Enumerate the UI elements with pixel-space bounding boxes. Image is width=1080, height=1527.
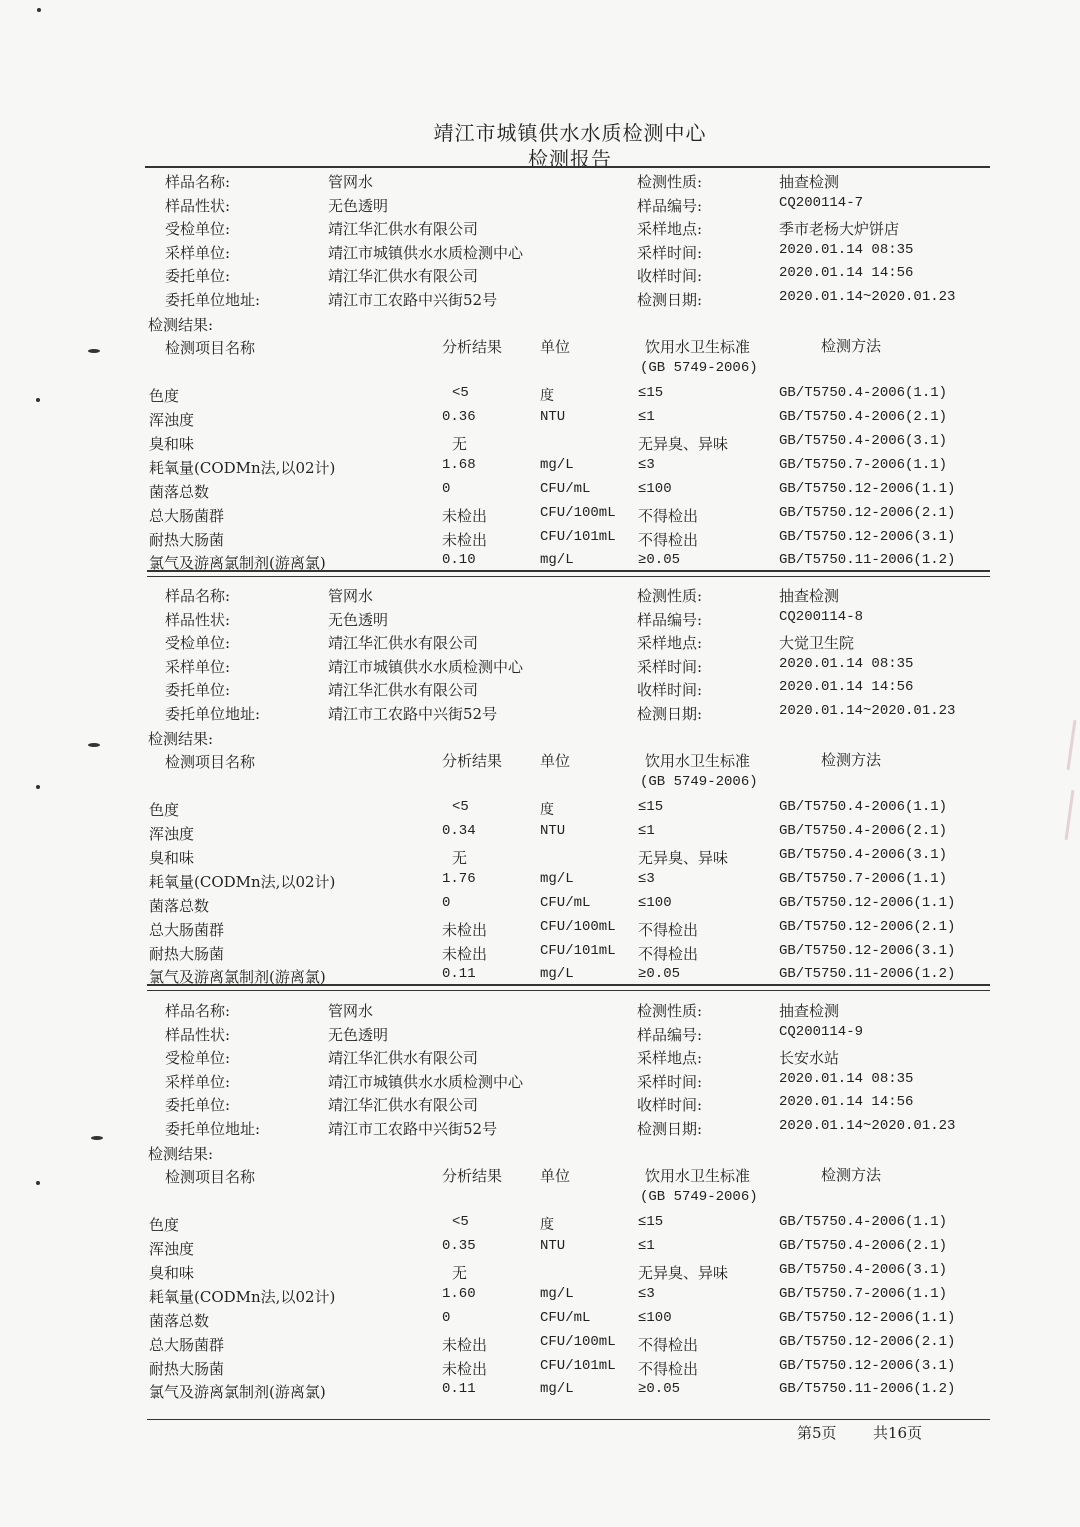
- table-row-result: 无: [452, 849, 468, 867]
- table-row-unit: NTU: [540, 409, 566, 425]
- stamp-edge-mark: [1067, 720, 1077, 770]
- value-sample-name: 管网水: [328, 1002, 374, 1020]
- footer-rule: [147, 1419, 990, 1420]
- table-row-unit: mg/L: [540, 1381, 574, 1397]
- table-row-method: GB/T5750.4-2006(1.1): [779, 799, 948, 815]
- value-sampling-site: 大觉卫生院: [779, 634, 855, 653]
- value-commission-unit: 靖江华汇供水有限公司: [328, 1096, 479, 1115]
- table-row-result: 1.68: [442, 457, 476, 473]
- label-inspected-unit: 受检单位:: [165, 1049, 231, 1068]
- table-row-unit: CFU/101mL: [540, 943, 616, 959]
- table-row-method: GB/T5750.12-2006(3.1): [779, 529, 956, 545]
- page-number: 第5页: [797, 1424, 837, 1442]
- label-sample-no: 样品编号:: [637, 196, 703, 215]
- table-row-unit: NTU: [540, 1238, 566, 1254]
- table-row-item-name: 臭和味: [149, 435, 195, 453]
- page-total: 共16页: [873, 1424, 923, 1442]
- value-test-date: 2020.01.14~2020.01.23: [779, 1118, 956, 1134]
- value-receipt-time: 2020.01.14 14:56: [779, 1094, 914, 1111]
- label-test-nature: 检测性质:: [637, 587, 703, 605]
- table-row-result: 未检出: [442, 1360, 488, 1378]
- table-row-unit: CFU/100mL: [540, 505, 616, 521]
- label-commission-unit: 委托单位:: [165, 267, 231, 286]
- value-sampling-unit: 靖江市城镇供水水质检测中心: [328, 1072, 524, 1091]
- table-row-unit: NTU: [540, 823, 566, 839]
- scan-speck: [91, 1136, 103, 1140]
- col-header-standard: 饮用水卫生标准: [645, 1167, 751, 1185]
- col-header-result: 分析结果: [442, 752, 503, 770]
- value-commission-unit: 靖江华汇供水有限公司: [328, 681, 479, 700]
- table-row-standard: 不得检出: [638, 1360, 699, 1378]
- label-sampling-unit: 采样单位:: [165, 243, 231, 262]
- scan-speck: [88, 743, 100, 747]
- value-sampling-site: 长安水站: [779, 1049, 840, 1068]
- table-row-item-name: 耐热大肠菌: [149, 531, 225, 549]
- table-row-item-name: 总大肠菌群: [149, 1336, 225, 1354]
- label-test-date: 检测日期:: [637, 705, 703, 723]
- table-row-unit: mg/L: [540, 1286, 574, 1302]
- table-row-standard: ≤1: [638, 1238, 655, 1254]
- table-row-method: GB/T5750.7-2006(1.1): [779, 1286, 948, 1302]
- table-row-standard: ≤100: [638, 1310, 672, 1326]
- table-row-method: GB/T5750.12-2006(2.1): [779, 919, 956, 935]
- label-sampling-site: 采样地点:: [637, 634, 703, 653]
- table-row-result: 无: [452, 435, 468, 453]
- table-row-standard: ≤3: [638, 1286, 655, 1302]
- table-row-item-name: 耗氧量(CODMn法,以02计): [149, 1288, 336, 1306]
- table-row-method: GB/T5750.12-2006(1.1): [779, 1310, 956, 1326]
- label-commission-unit: 委托单位:: [165, 1096, 231, 1115]
- label-sample-state: 样品性状:: [165, 610, 231, 629]
- value-sample-state: 无色透明: [328, 610, 389, 629]
- table-row-item-name: 氯气及游离氯制剂(游离氯): [149, 968, 326, 986]
- label-sample-state: 样品性状:: [165, 196, 231, 215]
- table-row-result: 0: [442, 481, 451, 497]
- table-row-unit: mg/L: [540, 871, 574, 887]
- table-row-item-name: 臭和味: [149, 1264, 195, 1282]
- table-row-item-name: 色度: [149, 801, 180, 819]
- table-row-result: 0.36: [442, 409, 476, 425]
- value-sample-no: CQ200114-8: [779, 608, 864, 625]
- table-row-method: GB/T5750.7-2006(1.1): [779, 457, 948, 473]
- table-row-item-name: 臭和味: [149, 849, 195, 867]
- label-receipt-time: 收样时间:: [637, 1096, 703, 1115]
- label-sample-name: 样品名称:: [165, 173, 231, 191]
- table-row-method: GB/T5750.4-2006(1.1): [779, 1214, 948, 1230]
- table-row-standard: 不得检出: [638, 507, 699, 525]
- value-test-nature: 抽查检测: [779, 587, 840, 605]
- table-row-method: GB/T5750.12-2006(1.1): [779, 481, 956, 497]
- table-row-result: 未检出: [442, 531, 488, 549]
- table-row-result: <5: [452, 385, 469, 401]
- table-row-method: GB/T5750.12-2006(2.1): [779, 1334, 956, 1350]
- value-inspected-unit: 靖江华汇供水有限公司: [328, 220, 479, 239]
- table-row-standard: ≤3: [638, 871, 655, 887]
- table-row-result: 未检出: [442, 1336, 488, 1354]
- label-sampling-unit: 采样单位:: [165, 1072, 231, 1091]
- table-row-method: GB/T5750.11-2006(1.2): [779, 552, 956, 568]
- table-row-item-name: 浑浊度: [149, 1240, 195, 1258]
- table-row-method: GB/T5750.12-2006(3.1): [779, 943, 956, 959]
- col-header-standard: 饮用水卫生标准: [645, 338, 751, 356]
- label-test-nature: 检测性质:: [637, 1002, 703, 1020]
- table-row-standard: 不得检出: [638, 531, 699, 549]
- table-row-result: 0: [442, 895, 451, 911]
- value-receipt-time: 2020.01.14 14:56: [779, 265, 914, 282]
- table-row-unit: CFU/mL: [540, 1310, 591, 1326]
- col-header-item: 检测项目名称: [165, 339, 256, 357]
- table-row-unit: 度: [540, 1218, 554, 1234]
- table-row-item-name: 浑浊度: [149, 411, 195, 429]
- table-row-unit: CFU/100mL: [540, 1334, 616, 1350]
- value-inspected-unit: 靖江华汇供水有限公司: [328, 1049, 479, 1068]
- report-title-line2: 检测报告: [528, 147, 612, 171]
- value-sampling-time: 2020.01.14 08:35: [779, 241, 914, 258]
- table-row-result: 0: [442, 1310, 451, 1326]
- table-row-standard: ≤1: [638, 409, 655, 425]
- table-row-item-name: 色度: [149, 387, 180, 405]
- table-row-method: GB/T5750.7-2006(1.1): [779, 871, 948, 887]
- table-row-item-name: 菌落总数: [149, 1312, 210, 1330]
- table-row-method: GB/T5750.12-2006(3.1): [779, 1358, 956, 1374]
- label-commission-unit: 委托单位:: [165, 681, 231, 700]
- label-receipt-time: 收样时间:: [637, 681, 703, 700]
- table-row-result: 0.35: [442, 1238, 476, 1254]
- table-row-standard: 无异臭、异味: [638, 435, 729, 453]
- table-row-method: GB/T5750.4-2006(3.1): [779, 1262, 948, 1278]
- value-sample-name: 管网水: [328, 173, 374, 191]
- value-test-date: 2020.01.14~2020.01.23: [779, 703, 956, 719]
- table-row-standard: ≥0.05: [638, 966, 681, 982]
- scan-speck: [36, 1181, 40, 1185]
- col-header-method: 检测方法: [821, 751, 882, 769]
- label-sample-no: 样品编号:: [637, 1025, 703, 1044]
- table-row-method: GB/T5750.4-2006(1.1): [779, 385, 948, 401]
- scan-speck: [88, 349, 100, 353]
- table-row-standard: ≥0.05: [638, 1381, 681, 1397]
- value-commission-unit: 靖江华汇供水有限公司: [328, 267, 479, 286]
- section-divider: [147, 984, 990, 986]
- value-sampling-unit: 靖江市城镇供水水质检测中心: [328, 243, 524, 262]
- label-test-date: 检测日期:: [637, 1120, 703, 1138]
- value-sampling-unit: 靖江市城镇供水水质检测中心: [328, 657, 524, 676]
- table-row-standard: ≤100: [638, 895, 672, 911]
- table-row-item-name: 总大肠菌群: [149, 921, 225, 939]
- table-row-unit: CFU/101mL: [540, 1358, 616, 1374]
- table-row-standard: ≥0.05: [638, 552, 681, 568]
- value-sample-state: 无色透明: [328, 196, 389, 215]
- table-row-item-name: 氯气及游离氯制剂(游离氯): [149, 554, 326, 572]
- value-sampling-time: 2020.01.14 08:35: [779, 655, 914, 672]
- scan-speck: [37, 8, 41, 12]
- label-sampling-time: 采样时间:: [637, 243, 703, 262]
- table-row-result: 0.34: [442, 823, 476, 839]
- table-row-method: GB/T5750.4-2006(3.1): [779, 847, 948, 863]
- col-header-item: 检测项目名称: [165, 753, 256, 771]
- section-divider: [147, 570, 990, 572]
- table-row-result: <5: [452, 1214, 469, 1230]
- table-row-method: GB/T5750.12-2006(2.1): [779, 505, 956, 521]
- label-sample-state: 样品性状:: [165, 1025, 231, 1044]
- value-test-nature: 抽查检测: [779, 173, 840, 191]
- col-header-result: 分析结果: [442, 1167, 503, 1185]
- label-sample-name: 样品名称:: [165, 587, 231, 605]
- table-row-unit: CFU/100mL: [540, 919, 616, 935]
- table-row-item-name: 菌落总数: [149, 897, 210, 915]
- table-row-unit: CFU/101mL: [540, 529, 616, 545]
- table-row-method: GB/T5750.11-2006(1.2): [779, 966, 956, 982]
- table-row-standard: 不得检出: [638, 921, 699, 939]
- col-header-method: 检测方法: [821, 337, 882, 355]
- table-row-method: GB/T5750.12-2006(1.1): [779, 895, 956, 911]
- label-commission-address: 委托单位地址:: [165, 291, 261, 309]
- table-row-unit: CFU/mL: [540, 481, 591, 497]
- col-header-result: 分析结果: [442, 338, 503, 356]
- table-row-standard: ≤15: [638, 1214, 664, 1230]
- label-commission-address: 委托单位地址:: [165, 705, 261, 723]
- label-test-nature: 检测性质:: [637, 173, 703, 191]
- col-header-standard: 饮用水卫生标准: [645, 752, 751, 770]
- label-sampling-time: 采样时间:: [637, 657, 703, 676]
- value-sampling-site: 季市老杨大炉饼店: [779, 220, 900, 239]
- col-header-standard-sub: (GB 5749-2006): [640, 774, 758, 790]
- table-row-result: 无: [452, 1264, 468, 1282]
- table-row-standard: ≤15: [638, 385, 664, 401]
- label-test-date: 检测日期:: [637, 291, 703, 309]
- top-rule: [145, 166, 990, 168]
- value-test-nature: 抽查检测: [779, 1002, 840, 1020]
- value-sample-state: 无色透明: [328, 1025, 389, 1044]
- col-header-unit: 单位: [540, 1167, 571, 1185]
- label-sample-no: 样品编号:: [637, 610, 703, 629]
- scan-speck: [36, 398, 40, 402]
- value-sample-no: CQ200114-9: [779, 1023, 864, 1040]
- table-row-standard: 无异臭、异味: [638, 849, 729, 867]
- table-row-result: 1.76: [442, 871, 476, 887]
- table-row-item-name: 耗氧量(CODMn法,以02计): [149, 873, 336, 891]
- label-inspected-unit: 受检单位:: [165, 634, 231, 653]
- table-row-result: 0.10: [442, 552, 476, 568]
- table-row-unit: 度: [540, 803, 554, 819]
- label-sampling-time: 采样时间:: [637, 1072, 703, 1091]
- col-header-item: 检测项目名称: [165, 1168, 256, 1186]
- table-row-method: GB/T5750.4-2006(2.1): [779, 409, 948, 425]
- table-row-unit: 度: [540, 389, 554, 405]
- label-sample-name: 样品名称:: [165, 1002, 231, 1020]
- value-sampling-time: 2020.01.14 08:35: [779, 1070, 914, 1087]
- value-inspected-unit: 靖江华汇供水有限公司: [328, 634, 479, 653]
- value-sample-no: CQ200114-7: [779, 194, 864, 211]
- table-row-standard: ≤1: [638, 823, 655, 839]
- table-row-result: 0.11: [442, 966, 476, 982]
- results-heading: 检测结果:: [148, 316, 214, 334]
- col-header-unit: 单位: [540, 338, 571, 356]
- table-row-result: 未检出: [442, 507, 488, 525]
- table-row-method: GB/T5750.4-2006(2.1): [779, 823, 948, 839]
- table-row-unit: mg/L: [540, 966, 574, 982]
- value-receipt-time: 2020.01.14 14:56: [779, 679, 914, 696]
- section-divider: [147, 576, 990, 577]
- col-header-standard-sub: (GB 5749-2006): [640, 360, 758, 376]
- label-sampling-unit: 采样单位:: [165, 657, 231, 676]
- table-row-item-name: 菌落总数: [149, 483, 210, 501]
- table-row-standard: ≤3: [638, 457, 655, 473]
- table-row-standard: ≤100: [638, 481, 672, 497]
- table-row-unit: mg/L: [540, 552, 574, 568]
- table-row-item-name: 总大肠菌群: [149, 507, 225, 525]
- col-header-unit: 单位: [540, 752, 571, 770]
- table-row-result: 1.60: [442, 1286, 476, 1302]
- label-commission-address: 委托单位地址:: [165, 1120, 261, 1138]
- value-test-date: 2020.01.14~2020.01.23: [779, 289, 956, 305]
- label-sampling-site: 采样地点:: [637, 1049, 703, 1068]
- section-divider: [147, 990, 990, 991]
- table-row-method: GB/T5750.4-2006(2.1): [779, 1238, 948, 1254]
- table-row-item-name: 色度: [149, 1216, 180, 1234]
- table-row-result: 0.11: [442, 1381, 476, 1397]
- table-row-method: GB/T5750.4-2006(3.1): [779, 433, 948, 449]
- label-inspected-unit: 受检单位:: [165, 220, 231, 239]
- value-commission-address: 靖江市工农路中兴街52号: [328, 705, 498, 723]
- table-row-result: 未检出: [442, 945, 488, 963]
- table-row-item-name: 耐热大肠菌: [149, 945, 225, 963]
- table-row-unit: mg/L: [540, 457, 574, 473]
- results-heading: 检测结果:: [148, 730, 214, 748]
- label-sampling-site: 采样地点:: [637, 220, 703, 239]
- scan-speck: [36, 785, 40, 789]
- value-commission-address: 靖江市工农路中兴街52号: [328, 291, 498, 309]
- table-row-standard: ≤15: [638, 799, 664, 815]
- table-row-standard: 不得检出: [638, 945, 699, 963]
- stamp-edge-mark: [1065, 790, 1075, 840]
- table-row-result: 未检出: [442, 921, 488, 939]
- report-title-line1: 靖江市城镇供水水质检测中心: [433, 121, 707, 145]
- table-row-item-name: 耐热大肠菌: [149, 1360, 225, 1378]
- value-sample-name: 管网水: [328, 587, 374, 605]
- col-header-standard-sub: (GB 5749-2006): [640, 1189, 758, 1205]
- table-row-unit: CFU/mL: [540, 895, 591, 911]
- table-row-item-name: 耗氧量(CODMn法,以02计): [149, 459, 336, 477]
- table-row-item-name: 氯气及游离氯制剂(游离氯): [149, 1383, 326, 1401]
- table-row-standard: 不得检出: [638, 1336, 699, 1354]
- table-row-standard: 无异臭、异味: [638, 1264, 729, 1282]
- table-row-method: GB/T5750.11-2006(1.2): [779, 1381, 956, 1397]
- table-row-item-name: 浑浊度: [149, 825, 195, 843]
- results-heading: 检测结果:: [148, 1145, 214, 1163]
- label-receipt-time: 收样时间:: [637, 267, 703, 286]
- value-commission-address: 靖江市工农路中兴街52号: [328, 1120, 498, 1138]
- col-header-method: 检测方法: [821, 1166, 882, 1184]
- table-row-result: <5: [452, 799, 469, 815]
